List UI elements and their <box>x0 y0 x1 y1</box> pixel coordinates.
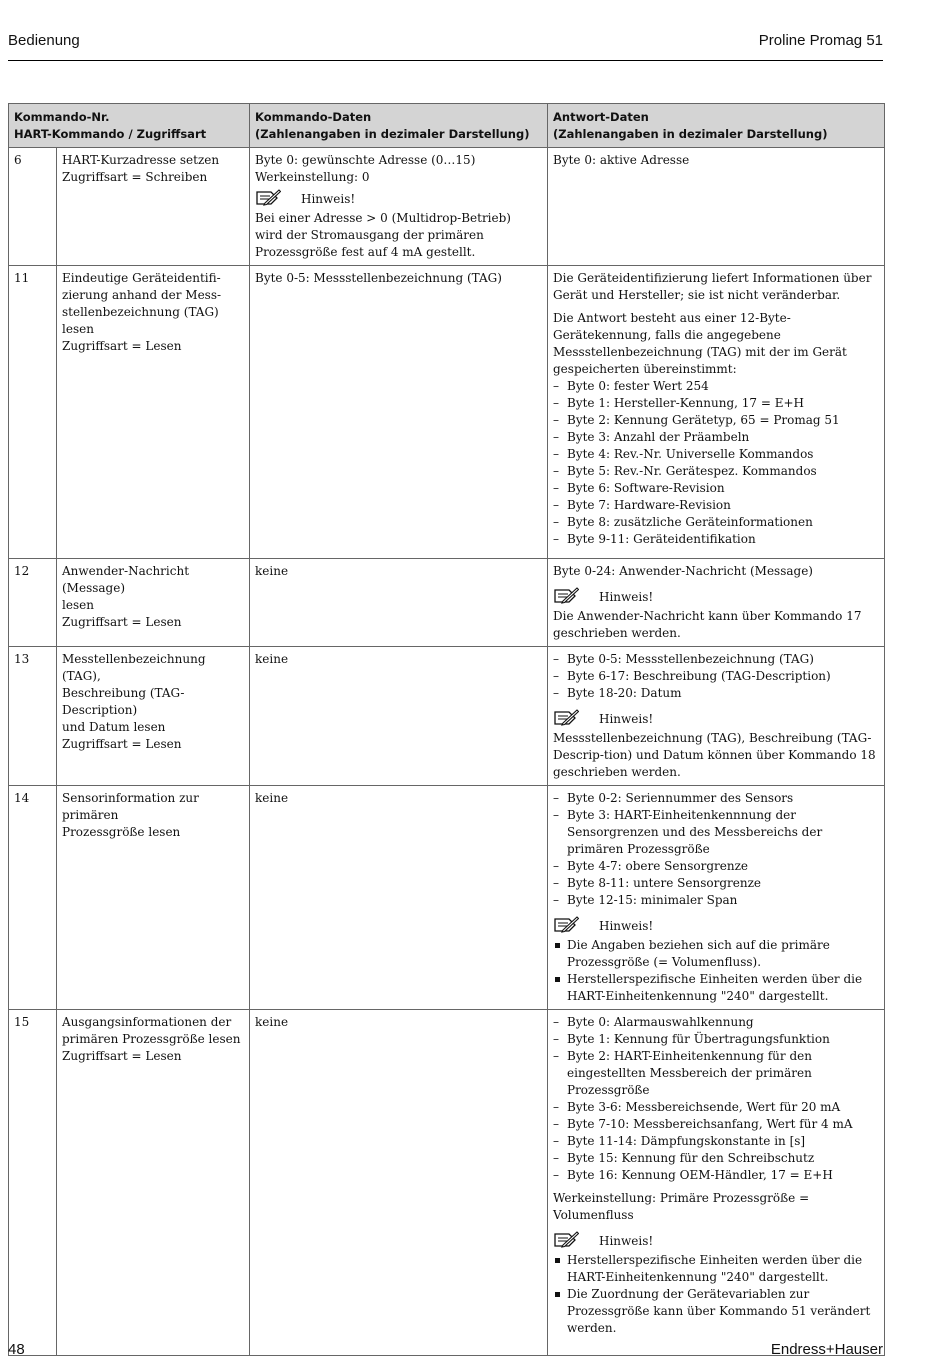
hint-bullet-item: Die Zuordnung der Gerätevariablen zur Prozessgröße kann über Kommando 51 verändert werden. <box>553 1286 879 1337</box>
command-number: 12 <box>9 559 57 647</box>
command-name <box>57 786 250 1010</box>
note-pencil-icon <box>553 586 599 609</box>
byte-list <box>553 651 879 702</box>
hint-block <box>553 915 879 937</box>
command-name-line: Zugriffsart = Lesen <box>62 339 182 353</box>
command-number: 14 <box>9 786 57 1010</box>
response-paragraph: Byte 0-24: Anwender-Nachricht (Message) <box>553 564 813 578</box>
response-line: Byte 0: aktive Adresse <box>553 153 690 167</box>
byte-list-item: – Byte 8: zusätzliche Geräteinformationen <box>553 514 879 531</box>
byte-list-item: – Byte 7-10: Messbereichsanfang, Wert für 4 mA <box>553 1116 879 1133</box>
command-name-line: Zugriffsart = Lesen <box>62 737 182 751</box>
byte-list-item: – Byte 3: HART-Einheitenkennnung der Sensorgrenzen und des Messbereichs der primären Prozessgröße <box>553 807 879 858</box>
hint-bullet-item: Die Angaben beziehen sich auf die primäre Prozessgröße (= Volumenfluss). <box>553 937 879 971</box>
response-data <box>548 559 885 647</box>
command-number: 6 <box>9 148 57 266</box>
response-data <box>548 266 885 559</box>
command-data-line: keine <box>255 791 289 805</box>
command-name-line: lesen <box>62 598 94 612</box>
hint-text: Die Anwender-Nachricht kann über Kommando 17 geschrieben werden. <box>553 609 862 640</box>
hint-label: Hinweis! <box>599 589 654 604</box>
byte-list-item: – Byte 0-5: Messstellenbezeichnung (TAG) <box>553 651 879 668</box>
header-command-no <box>9 104 250 148</box>
header-label: Kommando-Nr. <box>14 110 110 124</box>
hint-header <box>553 1230 879 1252</box>
response-paragraph: Die Geräteidentifizierung liefert Informationen über Gerät und Hersteller; sie ist nicht veränderbar. <box>553 271 872 302</box>
response-data <box>548 786 885 1010</box>
byte-list-item: – Byte 0: Alarmauswahlkennung <box>553 1014 879 1031</box>
table-row <box>9 559 885 647</box>
byte-list-item: – Byte 2: HART-Einheitenkennung für den eingestellten Messbereich der primären Prozessgröße <box>553 1048 879 1099</box>
byte-list-item: – Byte 3: Anzahl der Präambeln <box>553 429 879 446</box>
command-data-line: Byte 0-5: Messstellenbezeichnung (TAG) <box>255 271 502 285</box>
table-row <box>9 148 885 266</box>
response-paragraph: Die Antwort besteht aus einer 12-Byte-Gerätekennung, falls die angegebene Messstellenbezeichnung (TAG) mit der im Gerät gespeicherten übereinstimmt: <box>553 311 847 376</box>
byte-list <box>553 790 879 909</box>
command-name-line: Zugriffsart = Lesen <box>62 615 182 629</box>
table-row <box>9 647 885 786</box>
command-name-line: Sensorinformation zur primären <box>62 791 199 822</box>
hint-label: Hinweis! <box>599 711 654 726</box>
command-name <box>57 559 250 647</box>
byte-list-item: – Byte 0: fester Wert 254 <box>553 378 879 395</box>
response-data <box>548 148 885 266</box>
note-pencil-icon <box>255 188 301 211</box>
hint-label: Hinweis! <box>599 918 654 933</box>
hint-block <box>255 188 542 210</box>
byte-list-item: – Byte 6: Software-Revision <box>553 480 879 497</box>
byte-list-item: – Byte 15: Kennung für den Schreibschutz <box>553 1150 879 1167</box>
note-pencil-icon <box>553 708 599 731</box>
page-number: 48 <box>8 1341 25 1358</box>
byte-list-item: – Byte 5: Rev.-Nr. Gerätespez. Kommandos <box>553 463 879 480</box>
hint-label: Hinweis! <box>301 191 356 206</box>
header-response-data <box>548 104 885 148</box>
byte-list-item: – Byte 18-20: Datum <box>553 685 879 702</box>
product-title: Proline Promag 51 <box>758 32 883 49</box>
command-data <box>250 786 548 1010</box>
command-name-line: Prozessgröße lesen <box>62 825 181 839</box>
hint-bullet-item: Herstellerspezifische Einheiten werden über die HART-Einheitenkennung "240" dargestellt. <box>553 971 879 1005</box>
header-label: Antwort-Daten <box>553 110 649 124</box>
byte-list-item: – Byte 4: Rev.-Nr. Universelle Kommandos <box>553 446 879 463</box>
hint-bullet-list <box>553 1252 879 1337</box>
command-name <box>57 266 250 559</box>
header-command-data <box>250 104 548 148</box>
command-name <box>57 148 250 266</box>
byte-list-item: – Byte 11-14: Dämpfungskonstante in [s] <box>553 1133 879 1150</box>
hint-header <box>255 188 542 210</box>
hart-command-table <box>8 103 885 1356</box>
command-name-line: Beschreibung (TAG-Description) <box>62 686 185 717</box>
response-data <box>548 647 885 786</box>
hint-bullet-list <box>553 937 879 1005</box>
command-data-line: keine <box>255 1015 289 1029</box>
hint-header <box>553 708 879 730</box>
command-data <box>250 148 548 266</box>
byte-list <box>553 378 879 548</box>
byte-list-item: – Byte 1: Hersteller-Kennung, 17 = E+H <box>553 395 879 412</box>
note-pencil-icon <box>553 1230 599 1253</box>
byte-list-item: – Byte 3-6: Messbereichsende, Wert für 20 mA <box>553 1099 879 1116</box>
header-label: HART-Kommando / Zugriffsart <box>14 127 207 141</box>
byte-list-item: – Byte 9-11: Geräteidentifikation <box>553 531 879 548</box>
command-name-line: primären Prozessgröße lesen <box>62 1032 241 1046</box>
response-paragraph: Werkeinstellung: Primäre Prozessgröße = Volumenfluss <box>553 1191 810 1222</box>
command-name-line: Eindeutige Geräteidentifi- <box>62 271 221 285</box>
command-data <box>250 647 548 786</box>
byte-list-item: – Byte 8-11: untere Sensorgrenze <box>553 875 879 892</box>
command-data <box>250 1010 548 1356</box>
command-name-line: Zugriffsart = Schreiben <box>62 170 208 184</box>
header-label: Kommando-Daten <box>255 110 372 124</box>
command-number: 13 <box>9 647 57 786</box>
byte-list-item: – Byte 2: Kennung Gerätetyp, 65 = Promag 51 <box>553 412 879 429</box>
section-title: Bedienung <box>8 32 80 49</box>
command-name-line: Ausgangsinformationen der <box>62 1015 232 1029</box>
byte-list-item: – Byte 0-2: Seriennummer des Sensors <box>553 790 879 807</box>
command-data <box>250 559 548 647</box>
note-pencil-icon <box>553 915 599 938</box>
hint-text: Messstellenbezeichnung (TAG), Beschreibung (TAG-Descrip-tion) und Datum können über Kommando 18 geschrieben werden. <box>553 731 876 779</box>
hint-header <box>553 915 879 937</box>
hint-bullet-item: Herstellerspezifische Einheiten werden über die HART-Einheitenkennung "240" dargestellt. <box>553 1252 879 1286</box>
command-name <box>57 647 250 786</box>
byte-list-item: – Byte 6-17: Beschreibung (TAG-Description) <box>553 668 879 685</box>
hint-block <box>553 708 879 730</box>
command-number: 11 <box>9 266 57 559</box>
byte-list-item: – Byte 1: Kennung für Übertragungsfunktion <box>553 1031 879 1048</box>
hint-block <box>553 586 879 608</box>
command-number: 15 <box>9 1010 57 1356</box>
hint-label: Hinweis! <box>599 1233 654 1248</box>
table-row <box>9 786 885 1010</box>
command-name <box>57 1010 250 1356</box>
page-header <box>8 30 883 61</box>
table-row <box>9 1010 885 1356</box>
byte-list-item: – Byte 12-15: minimaler Span <box>553 892 879 909</box>
command-data-line: keine <box>255 564 289 578</box>
command-name-line: HART-Kurzadresse setzen <box>62 153 220 167</box>
brand-name: Endress+Hauser <box>770 1341 883 1358</box>
command-name-line: stellenbezeichnung (TAG) lesen <box>62 305 219 336</box>
command-data <box>250 266 548 559</box>
response-data <box>548 1010 885 1356</box>
command-name-line: und Datum lesen <box>62 720 166 734</box>
byte-list-item: – Byte 4-7: obere Sensorgrenze <box>553 858 879 875</box>
command-name-line: Messtellenbezeichnung (TAG), <box>62 652 206 683</box>
command-name-line: Anwender-Nachricht (Message) <box>62 564 190 595</box>
command-data-line: Byte 0: gewünschte Adresse (0…15) <box>255 153 476 167</box>
command-name-line: zierung anhand der Mess- <box>62 288 222 302</box>
byte-list-item: – Byte 7: Hardware-Revision <box>553 497 879 514</box>
byte-list-item: – Byte 16: Kennung OEM-Händler, 17 = E+H <box>553 1167 879 1184</box>
table-header-row <box>9 104 885 148</box>
hint-block <box>553 1230 879 1252</box>
command-data-line: Werkeinstellung: 0 <box>255 170 370 184</box>
header-label: (Zahlenangaben in dezimaler Darstellung) <box>553 127 828 141</box>
hint-text: Bei einer Adresse > 0 (Multidrop-Betrieb) wird der Stromausgang der primären Prozessgröße fest auf 4 mA gestellt. <box>255 211 511 259</box>
command-data-line: keine <box>255 652 289 666</box>
command-name-line: Zugriffsart = Lesen <box>62 1049 182 1063</box>
table-row <box>9 266 885 559</box>
byte-list <box>553 1014 879 1184</box>
hint-header <box>553 586 879 608</box>
header-label: (Zahlenangaben in dezimaler Darstellung) <box>255 127 530 141</box>
